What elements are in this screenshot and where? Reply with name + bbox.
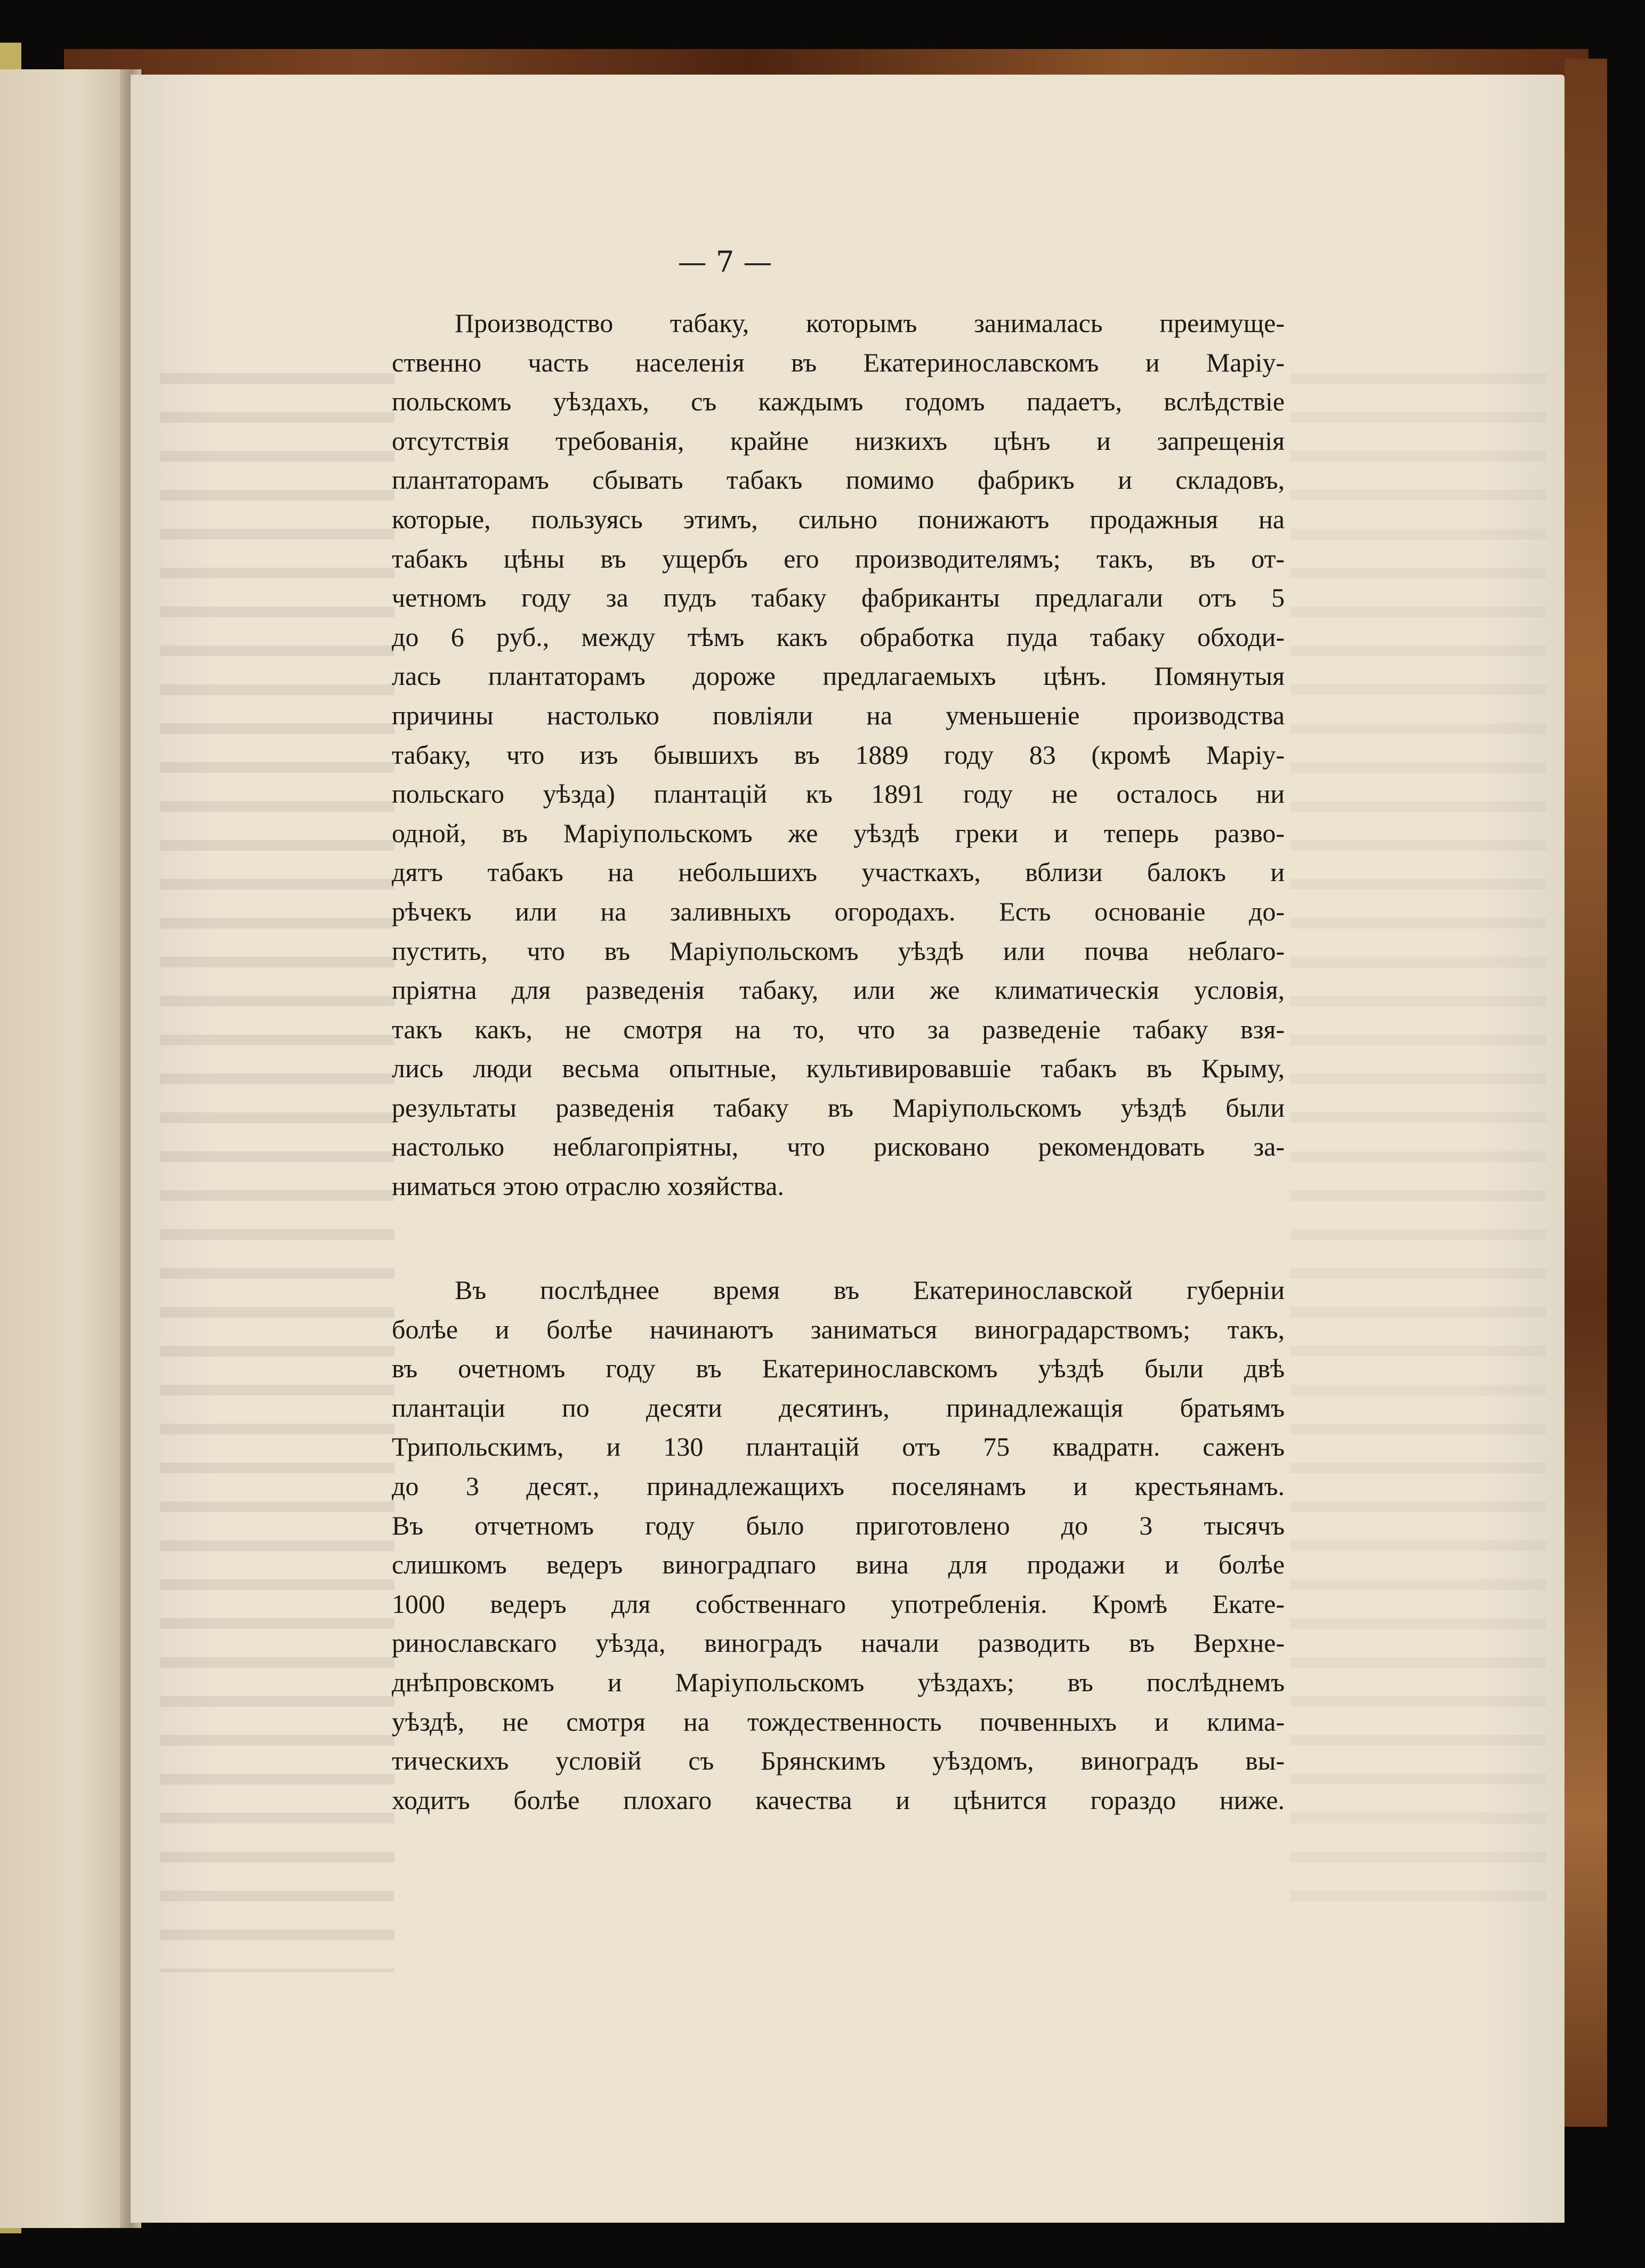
text-line: настолько неблагопріятны, что рисковано рекомендовать за- <box>392 1132 1285 1162</box>
text-line: пустить, что въ Маріупольскомъ уѣздѣ или почва неблаго- <box>392 935 1285 966</box>
text-line: такъ какъ, не смотря на то, что за разведеніе табаку взя- <box>392 1014 1285 1044</box>
text-line: которые, пользуясь этимъ, сильно понижаютъ продажныя на <box>392 504 1285 534</box>
text-line: до 3 десят., принадлежащихъ поселянамъ и крестьянамъ. <box>392 1471 1285 1501</box>
text-line: результаты разведенія табаку въ Маріупольскомъ уѣздѣ были <box>392 1092 1285 1123</box>
paragraph-tobacco <box>392 304 1285 1206</box>
text-line: до 6 руб., между тѣмъ какъ обработка пуда табаку обходи- <box>392 622 1285 652</box>
text-line: причины настолько повліяли на уменьшеніе производства <box>392 700 1285 730</box>
text-line: четномъ году за пудъ табаку фабриканты предлагали отъ 5 <box>392 583 1285 613</box>
text-line: лись люди весьма опытные, культивировавшіе табакъ въ Крыму, <box>392 1053 1285 1084</box>
show-through-left <box>160 373 394 1972</box>
text-line: рѣчекъ или на заливныхъ огородахъ. Есть основаніе до- <box>392 896 1285 926</box>
text-line: табакъ цѣны въ ущербъ его производителямъ; такъ, въ от- <box>392 543 1285 574</box>
text-line: одной, въ Маріупольскомъ же уѣздѣ греки и теперь разво- <box>392 818 1285 848</box>
text-line: табаку, что изъ бывшихъ въ 1889 году 83 (кромѣ Маріу- <box>392 739 1285 770</box>
text-line: польскомъ уѣздахъ, съ каждымъ годомъ падаетъ, вслѣдствіе <box>392 386 1285 417</box>
text-line: слишкомъ ведеръ виноградпаго вина для продажи и болѣе <box>392 1549 1285 1580</box>
text-line: Трипольскимъ, и 130 плантацій отъ 75 квадратн. саженъ <box>392 1432 1285 1462</box>
text-line: лась плантаторамъ дороже предлагаемыхъ цѣнъ. Помянутыя <box>392 661 1285 691</box>
text-line: въ очетномъ году въ Екатеринославскомъ уѣздѣ были двѣ <box>392 1353 1285 1384</box>
text-line: 1000 ведеръ для собственнаго употребленія. Кромѣ Екате- <box>392 1588 1285 1619</box>
book-cover-right-edge <box>1565 59 1607 2127</box>
text-line: болѣе и болѣе начинаютъ заниматься виноградарствомъ; такъ, <box>392 1314 1285 1344</box>
show-through-right <box>1290 373 1546 1919</box>
text-line: пріятна для разведенія табаку, или же климатическія условія, <box>392 975 1285 1005</box>
page-number: — 7 — <box>678 245 772 279</box>
text-line: отсутствія требованія, крайне низкихъ цѣнъ и запрещенія <box>392 425 1285 456</box>
text-line: тическихъ условій съ Брянскимъ уѣздомъ, виноградъ вы- <box>392 1746 1285 1776</box>
text-line: плантаторамъ сбывать табакъ помимо фабрикъ и складовъ, <box>392 465 1285 495</box>
text-line: ниматься этою отраслю хозяйства. <box>392 1171 784 1201</box>
text-line: польскаго уѣзда) плантацій къ 1891 году не осталось ни <box>392 779 1285 809</box>
text-line: Въ отчетномъ году было приготовлено до 3 тысячъ <box>392 1510 1285 1540</box>
text-line: уѣздѣ, не смотря на тождественность почвенныхъ и клима- <box>392 1706 1285 1737</box>
text-line: Производство табаку, которымъ занималась преимуще- <box>455 308 1285 338</box>
text-line: ринославскаго уѣзда, виноградъ начали разводить въ Верхне- <box>392 1628 1285 1658</box>
text-line: ственно часть населенія въ Екатеринославскомъ и Маріу- <box>392 347 1285 377</box>
text-line: днѣпровскомъ и Маріупольскомъ уѣздахъ; въ послѣднемъ <box>392 1667 1285 1697</box>
paragraph-viticulture <box>392 1271 1285 1820</box>
left-page <box>0 69 131 2228</box>
text-line: ходитъ болѣе плохаго качества и цѣнится гораздо ниже. <box>392 1785 1285 1815</box>
text-line: дятъ табакъ на небольшихъ участкахъ, вблизи балокъ и <box>392 857 1285 887</box>
text-line: Въ послѣднее время въ Екатеринославской губерніи <box>455 1275 1285 1305</box>
text-line: плантаціи по десяти десятинъ, принадлежащія братьямъ <box>392 1392 1285 1423</box>
